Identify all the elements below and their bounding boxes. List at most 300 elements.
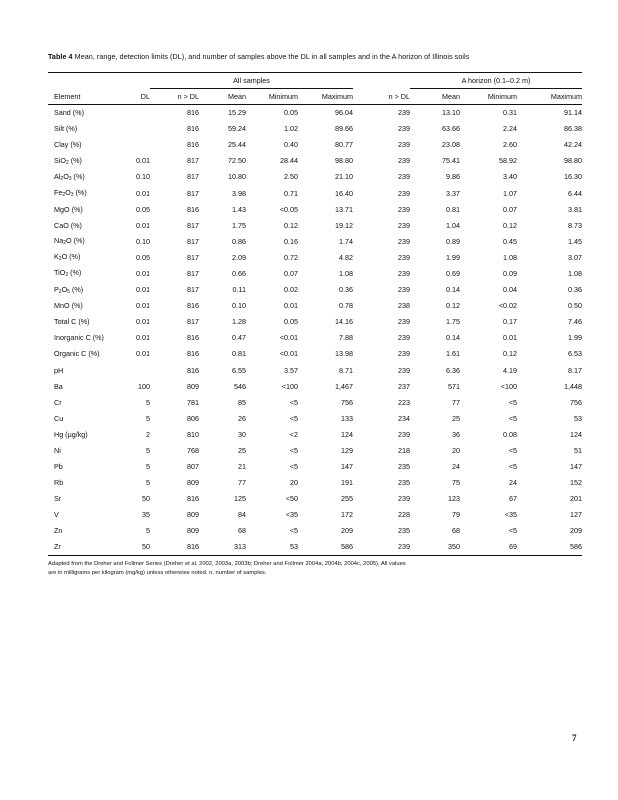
cell-element: MnO (%) bbox=[54, 301, 83, 311]
col-min-all: Minimum bbox=[246, 89, 298, 105]
cell-mean-a: 36 bbox=[452, 429, 460, 439]
cell-n-all: 817 bbox=[187, 220, 199, 230]
cell-max-all: 13.71 bbox=[335, 204, 353, 214]
cell-n-a: 239 bbox=[398, 108, 410, 118]
table-row bbox=[48, 153, 582, 169]
cell-element: Inorganic C (%) bbox=[54, 333, 104, 343]
cell-mean-all: 313 bbox=[199, 539, 246, 555]
cell-n-a: 223 bbox=[398, 397, 410, 407]
cell-max-a: 8.17 bbox=[568, 365, 582, 375]
cell-mean-all: 68 bbox=[238, 526, 246, 536]
cell-n-all: 817 bbox=[187, 252, 199, 262]
cell-max-a: 16.30 bbox=[564, 172, 582, 182]
cell-n-all: 816 bbox=[187, 204, 199, 214]
cell-n-a: 239 bbox=[398, 429, 410, 439]
cell-n-a: 239 bbox=[398, 188, 410, 198]
cell-max-a: 0.36 bbox=[568, 285, 582, 295]
cell-element: Silt (%) bbox=[54, 124, 78, 134]
col-max-a: Maximum bbox=[517, 89, 582, 105]
cell-dl: 5 bbox=[146, 446, 150, 456]
cell-min-all: 0.72 bbox=[284, 252, 298, 262]
cell-mean-a: 25 bbox=[452, 413, 460, 423]
cell-max-a: 756 bbox=[570, 397, 582, 407]
cell-n-a: 239 bbox=[398, 285, 410, 295]
cell-max-all: 209 bbox=[341, 526, 353, 536]
cell-min-all: 0.07 bbox=[284, 268, 298, 278]
cell-min-a: 0.45 bbox=[503, 236, 517, 246]
cell-min-all: <2 bbox=[289, 429, 298, 439]
cell-element: Organic C (%) bbox=[54, 349, 100, 359]
cell-n-all: 816 bbox=[187, 140, 199, 150]
cell-min-all: 20 bbox=[290, 478, 298, 488]
cell-element: Sr bbox=[54, 494, 62, 504]
cell-min-all: 3.57 bbox=[284, 365, 298, 375]
cell-element: Pb bbox=[54, 462, 63, 472]
group-all-samples: All samples bbox=[150, 73, 353, 89]
cell-mean-all: 0.81 bbox=[232, 349, 246, 359]
table-row bbox=[48, 426, 582, 442]
cell-n-all: 817 bbox=[187, 285, 199, 295]
cell-mean-a: 20 bbox=[452, 446, 460, 456]
cell-element: MgO (%) bbox=[54, 204, 83, 214]
cell-n-all: 817 bbox=[187, 236, 199, 246]
cell-min-a: 1.08 bbox=[503, 252, 517, 262]
cell-dl: 0.01 bbox=[136, 333, 150, 343]
cell-dl: 0.01 bbox=[136, 268, 150, 278]
cell-max-all: 0.78 bbox=[339, 301, 353, 311]
cell-mean-a: 1.61 bbox=[446, 349, 460, 359]
cell-element: Cr bbox=[54, 397, 62, 407]
cell-n-all: 816 bbox=[187, 301, 199, 311]
cell-mean-all: 85 bbox=[238, 397, 246, 407]
cell-min-a: 0.04 bbox=[503, 285, 517, 295]
cell-n-a: 239 bbox=[398, 333, 410, 343]
cell-min-all: <0.05 bbox=[279, 204, 298, 214]
table-row bbox=[48, 523, 582, 539]
cell-min-a: 0.12 bbox=[503, 220, 517, 230]
cell-min-a: <0.02 bbox=[498, 301, 517, 311]
cell-max-a: 1.45 bbox=[568, 236, 582, 246]
cell-dl bbox=[130, 121, 150, 137]
cell-mean-a: 0.14 bbox=[446, 333, 460, 343]
table-row bbox=[48, 137, 582, 153]
cell-n-all: 817 bbox=[187, 317, 199, 327]
cell-mean-all: 0.66 bbox=[232, 268, 246, 278]
cell-mean-all: 59.24 bbox=[228, 124, 246, 134]
cell-min-a: <5 bbox=[508, 462, 517, 472]
cell-n-all: 816 bbox=[187, 365, 199, 375]
table-row bbox=[48, 121, 582, 137]
cell-min-all: 0.71 bbox=[284, 188, 298, 198]
col-n-a: n > DL bbox=[353, 89, 410, 105]
cell-dl: 100 bbox=[138, 381, 150, 391]
cell-mean-all: 0.47 bbox=[232, 333, 246, 343]
cell-min-a: 58.92 bbox=[499, 156, 517, 166]
cell-max-a: 124 bbox=[570, 429, 582, 439]
cell-max-a: 201 bbox=[570, 494, 582, 504]
cell-min-a: <5 bbox=[508, 526, 517, 536]
cell-n-all: 816 bbox=[187, 333, 199, 343]
caption-text: Mean, range, detection limits (DL), and number of samples above the DL in all samples and in the A horizon of Illinois soils bbox=[74, 52, 470, 61]
cell-max-all: 129 bbox=[341, 446, 353, 456]
col-mean-all: Mean bbox=[199, 89, 246, 105]
cell-mean-all: 1.28 bbox=[232, 317, 246, 327]
cell-n-a: 235 bbox=[398, 478, 410, 488]
table-row bbox=[48, 362, 582, 378]
cell-max-all: 172 bbox=[341, 510, 353, 520]
cell-max-all: 13.98 bbox=[335, 349, 353, 359]
cell-dl: 5 bbox=[146, 462, 150, 472]
cell-n-a: 239 bbox=[398, 349, 410, 359]
cell-mean-a: 0.69 bbox=[446, 268, 460, 278]
cell-mean-a: 9.86 bbox=[446, 172, 460, 182]
table-caption bbox=[48, 52, 588, 61]
cell-max-all: 21.10 bbox=[335, 172, 353, 182]
cell-n-all: 817 bbox=[187, 268, 199, 278]
cell-mean-all: 0.10 bbox=[232, 301, 246, 311]
cell-max-a: 7.46 bbox=[568, 317, 582, 327]
cell-n-all: 817 bbox=[187, 172, 199, 182]
cell-min-a: <5 bbox=[508, 446, 517, 456]
col-element: Element bbox=[48, 89, 130, 105]
cell-max-a: 147 bbox=[570, 462, 582, 472]
group-a-horizon: A horizon (0.1–0.2 m) bbox=[410, 73, 582, 89]
cell-max-a: 98.80 bbox=[564, 156, 582, 166]
cell-mean-all: 84 bbox=[238, 510, 246, 520]
cell-mean-all: 1.75 bbox=[232, 220, 246, 230]
cell-mean-a: 1.99 bbox=[446, 252, 460, 262]
cell-min-all: 0.12 bbox=[284, 220, 298, 230]
cell-min-all: <100 bbox=[281, 381, 298, 391]
cell-min-all: 28.44 bbox=[280, 156, 298, 166]
cell-min-all: <0.01 bbox=[279, 333, 298, 343]
col-max-all: Maximum bbox=[298, 89, 353, 105]
cell-element: Rb bbox=[54, 478, 64, 488]
cell-dl: 0.10 bbox=[136, 236, 150, 246]
cell-max-all: 96.04 bbox=[335, 108, 353, 118]
cell-element: Total C (%) bbox=[54, 317, 90, 327]
cell-mean-a: 571 bbox=[448, 381, 460, 391]
cell-max-a: 6.44 bbox=[568, 188, 582, 198]
cell-min-all: 1.02 bbox=[284, 124, 298, 134]
cell-mean-all: 2.09 bbox=[232, 252, 246, 262]
cell-max-a: 0.50 bbox=[568, 301, 582, 311]
footnote-line-2: are in milligrams per kilogram (mg/kg) unless otherwise noted. n, number of samples. bbox=[48, 570, 267, 576]
cell-min-a: <100 bbox=[500, 381, 517, 391]
cell-min-all: 0.05 bbox=[284, 317, 298, 327]
cell-n-a: 239 bbox=[398, 220, 410, 230]
cell-min-all: <5 bbox=[289, 462, 298, 472]
cell-dl: 5 bbox=[146, 413, 150, 423]
cell-min-a: 69 bbox=[460, 539, 517, 555]
cell-mean-all: 77 bbox=[238, 478, 246, 488]
cell-mean-a: 63.66 bbox=[442, 124, 460, 134]
cell-min-a: <5 bbox=[508, 413, 517, 423]
cell-mean-a: 0.89 bbox=[446, 236, 460, 246]
cell-min-all: <5 bbox=[289, 446, 298, 456]
cell-n-a: 237 bbox=[398, 381, 410, 391]
cell-mean-all: 25.44 bbox=[228, 140, 246, 150]
cell-n-a: 239 bbox=[398, 494, 410, 504]
cell-dl bbox=[130, 105, 150, 121]
cell-min-a: 0.17 bbox=[503, 317, 517, 327]
cell-max-all: 1.74 bbox=[339, 236, 353, 246]
cell-min-a: <5 bbox=[508, 397, 517, 407]
cell-dl: 0.01 bbox=[136, 349, 150, 359]
cell-n-a: 218 bbox=[398, 446, 410, 456]
cell-n-a: 235 bbox=[398, 526, 410, 536]
cell-n-all: 809 bbox=[187, 510, 199, 520]
cell-n-a: 228 bbox=[398, 510, 410, 520]
cell-n-all: 810 bbox=[187, 429, 199, 439]
cell-mean-a: 123 bbox=[448, 494, 460, 504]
cell-max-all: 255 bbox=[341, 494, 353, 504]
cell-element: TiO$_2$ (%) bbox=[54, 268, 82, 279]
cell-mean-a: 3.37 bbox=[446, 188, 460, 198]
cell-dl bbox=[130, 362, 150, 378]
cell-n-all: 816 bbox=[187, 108, 199, 118]
table-body bbox=[48, 105, 582, 556]
cell-max-a: 127 bbox=[570, 510, 582, 520]
cell-min-a: 2.24 bbox=[503, 124, 517, 134]
cell-n-a: 239 bbox=[398, 317, 410, 327]
cell-max-all: 80.77 bbox=[335, 140, 353, 150]
table-row bbox=[48, 507, 582, 523]
cell-max-a: 8.73 bbox=[568, 220, 582, 230]
cell-min-a: 0.31 bbox=[503, 108, 517, 118]
cell-n-a: 239 bbox=[398, 268, 410, 278]
table-row bbox=[48, 330, 582, 346]
cell-mean-all: 6.55 bbox=[232, 365, 246, 375]
cell-max-all: 0.36 bbox=[339, 285, 353, 295]
cell-max-all: 19.12 bbox=[335, 220, 353, 230]
cell-element: CaO (%) bbox=[54, 220, 82, 230]
cell-element: Ni bbox=[54, 446, 61, 456]
table-row bbox=[48, 539, 582, 555]
cell-n-all: 816 bbox=[187, 494, 199, 504]
table-row bbox=[48, 314, 582, 330]
cell-dl: 0.01 bbox=[136, 285, 150, 295]
cell-mean-a: 6.36 bbox=[446, 365, 460, 375]
page-number: 7 bbox=[572, 733, 577, 743]
cell-mean-all: 125 bbox=[234, 494, 246, 504]
cell-n-a: 239 bbox=[398, 140, 410, 150]
caption-label: Table 4 bbox=[48, 52, 73, 61]
cell-max-a: 3.07 bbox=[568, 252, 582, 262]
cell-dl: 0.01 bbox=[136, 317, 150, 327]
cell-max-all: 16.40 bbox=[335, 188, 353, 198]
cell-dl: 0.01 bbox=[136, 220, 150, 230]
col-mean-a: Mean bbox=[410, 89, 460, 105]
cell-max-a: 1,448 bbox=[564, 381, 582, 391]
cell-n-a: 238 bbox=[398, 301, 410, 311]
cell-element: $Na_2O$ (%) bbox=[54, 236, 85, 247]
cell-mean-a: 0.12 bbox=[446, 301, 460, 311]
cell-max-all: 586 bbox=[298, 539, 353, 555]
cell-mean-all: 0.86 bbox=[232, 236, 246, 246]
cell-mean-all: 10.80 bbox=[228, 172, 246, 182]
cell-min-a: 2.60 bbox=[503, 140, 517, 150]
cell-max-a: 6.53 bbox=[568, 349, 582, 359]
cell-max-all: 756 bbox=[341, 397, 353, 407]
cell-max-a: 1.99 bbox=[568, 333, 582, 343]
cell-element: Hg (μg/kg) bbox=[54, 429, 88, 439]
cell-dl: 0.01 bbox=[136, 188, 150, 198]
cell-dl: 0.01 bbox=[136, 156, 150, 166]
cell-dl bbox=[130, 137, 150, 153]
table-row bbox=[48, 169, 582, 185]
cell-mean-a: 350 bbox=[410, 539, 460, 555]
cell-element: V bbox=[54, 510, 59, 520]
cell-element: pH bbox=[54, 365, 64, 375]
cell-mean-all: 72.50 bbox=[228, 156, 246, 166]
cell-n-all: 768 bbox=[187, 446, 199, 456]
cell-n-all: 816 bbox=[187, 124, 199, 134]
cell-element: Zr bbox=[48, 539, 130, 555]
cell-mean-all: 1.43 bbox=[232, 204, 246, 214]
cell-max-all: 14.16 bbox=[335, 317, 353, 327]
cell-max-all: 147 bbox=[341, 462, 353, 472]
table-row bbox=[48, 442, 582, 458]
cell-min-all: <0.01 bbox=[279, 349, 298, 359]
table-row bbox=[48, 394, 582, 410]
cell-min-all: 0.16 bbox=[284, 236, 298, 246]
cell-dl: 5 bbox=[146, 526, 150, 536]
cell-element: SiO$_2$ (%) bbox=[54, 155, 82, 166]
cell-n-a: 239 bbox=[398, 204, 410, 214]
cell-min-a: 0.08 bbox=[503, 429, 517, 439]
cell-dl: 0.10 bbox=[136, 172, 150, 182]
cell-element: Zn bbox=[54, 526, 63, 536]
cell-dl: 2 bbox=[146, 429, 150, 439]
cell-min-a: 0.09 bbox=[503, 268, 517, 278]
table-row bbox=[48, 217, 582, 233]
table-row bbox=[48, 265, 582, 281]
cell-max-all: 4.82 bbox=[339, 252, 353, 262]
cell-n-all: 817 bbox=[187, 188, 199, 198]
cell-max-all: 7.88 bbox=[339, 333, 353, 343]
column-header-row bbox=[48, 89, 582, 105]
cell-element: $P_2O_5$ (%) bbox=[54, 284, 84, 295]
cell-dl: 0.05 bbox=[136, 204, 150, 214]
cell-min-all: 0.02 bbox=[284, 285, 298, 295]
cell-n-all: 817 bbox=[187, 156, 199, 166]
table-row bbox=[48, 249, 582, 265]
cell-dl: 50 bbox=[130, 539, 150, 555]
table-row bbox=[48, 282, 582, 298]
cell-n-a: 235 bbox=[398, 462, 410, 472]
col-min-a: Minimum bbox=[460, 89, 517, 105]
cell-n-a: 234 bbox=[398, 413, 410, 423]
cell-mean-a: 13.10 bbox=[442, 108, 460, 118]
group-header-row bbox=[48, 73, 582, 89]
cell-min-a: 0.07 bbox=[503, 204, 517, 214]
cell-max-a: 586 bbox=[517, 539, 582, 555]
cell-n-all: 781 bbox=[187, 397, 199, 407]
cell-element: $Al_2O_3$ (%) bbox=[54, 171, 85, 182]
cell-mean-a: 23.08 bbox=[442, 140, 460, 150]
cell-mean-a: 24 bbox=[452, 462, 460, 472]
table-row bbox=[48, 346, 582, 362]
cell-element: $Fe_2O_3$ (%) bbox=[54, 188, 87, 199]
cell-max-all: 89.66 bbox=[335, 124, 353, 134]
table-row bbox=[48, 378, 582, 394]
cell-dl: 5 bbox=[146, 478, 150, 488]
cell-min-all: 0.40 bbox=[284, 140, 298, 150]
cell-n-all: 807 bbox=[187, 462, 199, 472]
cell-element: Sand (%) bbox=[54, 108, 84, 118]
cell-element: Clay (%) bbox=[54, 140, 82, 150]
table-row bbox=[48, 410, 582, 426]
cell-min-a: 67 bbox=[509, 494, 517, 504]
cell-min-all: <5 bbox=[289, 526, 298, 536]
table-footnote bbox=[48, 560, 588, 578]
cell-n-all: 809 bbox=[187, 381, 199, 391]
cell-min-all: 0.05 bbox=[284, 108, 298, 118]
cell-mean-all: 15.29 bbox=[228, 108, 246, 118]
cell-mean-all: 0.11 bbox=[232, 285, 246, 295]
cell-mean-a: 75 bbox=[452, 478, 460, 488]
table-row bbox=[48, 105, 582, 121]
cell-mean-a: 0.81 bbox=[446, 204, 460, 214]
cell-n-a: 239 bbox=[398, 124, 410, 134]
cell-dl: 0.05 bbox=[136, 252, 150, 262]
cell-n-a: 239 bbox=[353, 539, 410, 555]
cell-mean-a: 1.04 bbox=[446, 220, 460, 230]
col-dl: DL bbox=[130, 89, 150, 105]
cell-n-a: 239 bbox=[398, 365, 410, 375]
cell-max-all: 1,467 bbox=[335, 381, 353, 391]
cell-n-a: 239 bbox=[398, 156, 410, 166]
cell-max-all: 124 bbox=[341, 429, 353, 439]
cell-n-all: 809 bbox=[187, 526, 199, 536]
table-row bbox=[48, 459, 582, 475]
table-row bbox=[48, 298, 582, 314]
cell-n-a: 239 bbox=[398, 172, 410, 182]
cell-mean-all: 26 bbox=[238, 413, 246, 423]
cell-max-a: 51 bbox=[574, 446, 582, 456]
cell-max-a: 1.08 bbox=[568, 268, 582, 278]
cell-max-all: 1.08 bbox=[339, 268, 353, 278]
cell-n-a: 239 bbox=[398, 252, 410, 262]
cell-mean-a: 1.75 bbox=[446, 317, 460, 327]
cell-min-a: 0.01 bbox=[503, 333, 517, 343]
cell-max-all: 191 bbox=[341, 478, 353, 488]
cell-element: Ba bbox=[54, 381, 63, 391]
cell-mean-all: 546 bbox=[234, 381, 246, 391]
cell-min-a: <35 bbox=[504, 510, 517, 520]
cell-min-all: <5 bbox=[289, 397, 298, 407]
table-row bbox=[48, 201, 582, 217]
cell-n-all: 806 bbox=[187, 413, 199, 423]
cell-mean-a: 0.14 bbox=[446, 285, 460, 295]
cell-element: $K_2O$ (%) bbox=[54, 252, 81, 263]
cell-n-all: 816 bbox=[150, 539, 199, 555]
table-row bbox=[48, 233, 582, 249]
cell-dl: 50 bbox=[142, 494, 150, 504]
cell-min-a: 1.07 bbox=[503, 188, 517, 198]
cell-min-all: <35 bbox=[285, 510, 298, 520]
cell-mean-a: 75.41 bbox=[442, 156, 460, 166]
cell-mean-a: 79 bbox=[452, 510, 460, 520]
cell-min-all: <5 bbox=[289, 413, 298, 423]
table-row bbox=[48, 185, 582, 201]
cell-max-all: 133 bbox=[341, 413, 353, 423]
cell-n-a: 239 bbox=[398, 236, 410, 246]
cell-min-all: 53 bbox=[246, 539, 298, 555]
cell-max-a: 209 bbox=[570, 526, 582, 536]
cell-mean-a: 68 bbox=[452, 526, 460, 536]
